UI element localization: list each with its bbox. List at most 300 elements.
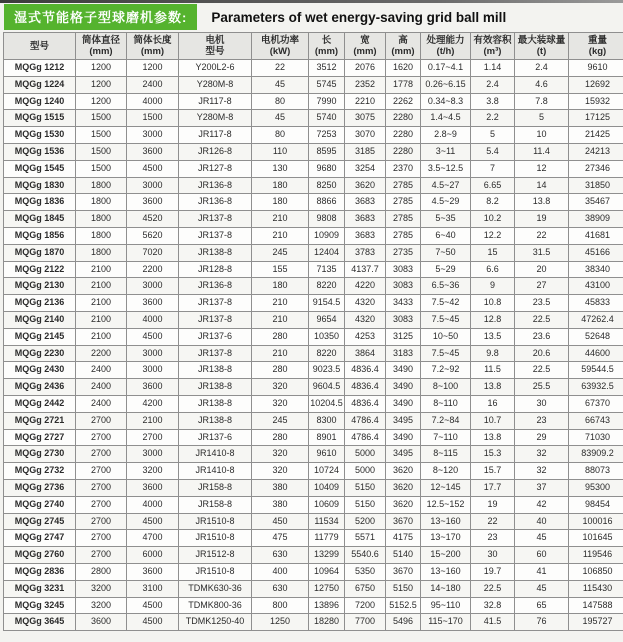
table-row: [4, 295, 623, 312]
table-cell: 5~29: [421, 261, 471, 278]
table-cell: 280: [252, 328, 309, 345]
table-cell: 83909.2: [569, 446, 623, 463]
table-row: [4, 60, 623, 77]
table-cell: 8250: [309, 177, 345, 194]
table-cell: Y280M-8: [179, 76, 252, 93]
table-cell: 115430: [569, 580, 623, 597]
table-cell: 2.4: [515, 60, 569, 77]
table-cell: 29: [515, 429, 569, 446]
table-cell: 3000: [127, 278, 179, 295]
table-cell: 7: [471, 160, 515, 177]
table-cell: 147588: [569, 597, 623, 614]
table-cell: 2100: [76, 261, 127, 278]
table-cell: 630: [252, 547, 309, 564]
table-cell: 3600: [76, 614, 127, 631]
table-row: [4, 311, 623, 328]
table-cell: 9654: [309, 311, 345, 328]
table-cell: 47262.4: [569, 311, 623, 328]
table-cell: 12.5~152: [421, 496, 471, 513]
table-cell: 4500: [127, 614, 179, 631]
table-cell: 9154.5: [309, 295, 345, 312]
table-cell: 3433: [386, 295, 421, 312]
table-cell: 1620: [386, 60, 421, 77]
table-cell: 19: [515, 211, 569, 228]
table-cell: 450: [252, 513, 309, 530]
table-cell: 245: [252, 412, 309, 429]
model-cell: MQGg 2122: [4, 261, 76, 278]
table-cell: 2700: [76, 463, 127, 480]
table-row: [4, 530, 623, 547]
table-cell: 14: [515, 177, 569, 194]
table-cell: 5: [515, 110, 569, 127]
table-cell: 3683: [345, 211, 386, 228]
table-header: [4, 33, 623, 60]
table-cell: 65: [515, 597, 569, 614]
table-row: [4, 244, 623, 261]
table-cell: 5620: [127, 227, 179, 244]
model-cell: MQGg 2736: [4, 479, 76, 496]
column-header-5: 长 (mm): [309, 33, 345, 60]
table-cell: 3783: [345, 244, 386, 261]
table-cell: 280: [252, 362, 309, 379]
table-cell: 2100: [76, 328, 127, 345]
table-cell: 10.8: [471, 295, 515, 312]
table-cell: 45833: [569, 295, 623, 312]
table-cell: 8901: [309, 429, 345, 446]
table-cell: 100016: [569, 513, 623, 530]
table-cell: 3495: [386, 446, 421, 463]
table-cell: JR158-8: [179, 479, 252, 496]
title-bar: [0, 0, 623, 31]
table-cell: 15.7: [471, 463, 515, 480]
table-cell: 3620: [386, 496, 421, 513]
table-row: [4, 412, 623, 429]
table-row: [4, 362, 623, 379]
table-cell: 3000: [127, 177, 179, 194]
model-cell: MQGg 1845: [4, 211, 76, 228]
table-row: [4, 110, 623, 127]
table-cell: JR137-6: [179, 429, 252, 446]
table-cell: 45: [252, 76, 309, 93]
table-cell: 63932.5: [569, 379, 623, 396]
table-cell: 32.8: [471, 597, 515, 614]
table-cell: 10409: [309, 479, 345, 496]
table-cell: 2400: [127, 76, 179, 93]
table-cell: 1500: [127, 110, 179, 127]
table-cell: 245: [252, 244, 309, 261]
table-cell: 130: [252, 160, 309, 177]
table-cell: 10.7: [471, 412, 515, 429]
table-cell: 3200: [76, 580, 127, 597]
column-header-7: 高 (mm): [386, 33, 421, 60]
table-row: [4, 76, 623, 93]
table-cell: 3200: [76, 597, 127, 614]
table-cell: 2700: [76, 479, 127, 496]
column-header-9: 有效容积 (m³): [471, 33, 515, 60]
table-cell: 2400: [76, 362, 127, 379]
table-cell: 6750: [345, 580, 386, 597]
table-cell: 1800: [76, 227, 127, 244]
model-cell: MQGg 2747: [4, 530, 76, 547]
table-cell: 3600: [127, 295, 179, 312]
table-cell: 3670: [386, 563, 421, 580]
table-cell: 6.65: [471, 177, 515, 194]
table-cell: JR138-8: [179, 244, 252, 261]
table-cell: 5~35: [421, 211, 471, 228]
table-cell: 380: [252, 479, 309, 496]
table-cell: 4220: [345, 278, 386, 295]
table-cell: 5000: [345, 463, 386, 480]
table-cell: 44600: [569, 345, 623, 362]
table-cell: 0.17~4.1: [421, 60, 471, 77]
table-cell: 3620: [345, 177, 386, 194]
table-cell: 4786.4: [345, 429, 386, 446]
table-cell: JR136-8: [179, 194, 252, 211]
table-cell: 400: [252, 563, 309, 580]
table-cell: 1200: [76, 93, 127, 110]
table-cell: JR117-8: [179, 127, 252, 144]
model-cell: MQGg 1240: [4, 93, 76, 110]
model-cell: MQGg 1830: [4, 177, 76, 194]
table-cell: 2262: [386, 93, 421, 110]
table-cell: 42: [515, 496, 569, 513]
table-cell: 10~50: [421, 328, 471, 345]
table-cell: 12~145: [421, 479, 471, 496]
table-cell: 5140: [386, 547, 421, 564]
table-cell: JR137-8: [179, 211, 252, 228]
model-cell: MQGg 2760: [4, 547, 76, 564]
header-row: [4, 33, 623, 60]
table-cell: 2785: [386, 194, 421, 211]
table-cell: 6000: [127, 547, 179, 564]
table-cell: 21425: [569, 127, 623, 144]
table-cell: 2.8~9: [421, 127, 471, 144]
table-row: [4, 563, 623, 580]
table-cell: 2076: [345, 60, 386, 77]
table-cell: 9808: [309, 211, 345, 228]
table-cell: 11.4: [515, 143, 569, 160]
table-cell: 24213: [569, 143, 623, 160]
table-cell: 155: [252, 261, 309, 278]
table-cell: 11779: [309, 530, 345, 547]
table-cell: 180: [252, 177, 309, 194]
table-cell: 27346: [569, 160, 623, 177]
model-cell: MQGg 2130: [4, 278, 76, 295]
table-cell: 3100: [127, 580, 179, 597]
table-cell: 2100: [76, 311, 127, 328]
table-cell: 5740: [309, 110, 345, 127]
table-cell: 10909: [309, 227, 345, 244]
table-cell: 3490: [386, 395, 421, 412]
model-cell: MQGg 2721: [4, 412, 76, 429]
table-cell: 2.4: [471, 76, 515, 93]
table-cell: 12692: [569, 76, 623, 93]
table-cell: 5152.5: [386, 597, 421, 614]
model-cell: MQGg 2442: [4, 395, 76, 412]
table-cell: 9.8: [471, 345, 515, 362]
chinese-title-badge: 湿式节能格子型球磨机参数:: [4, 4, 197, 30]
table-cell: 1200: [127, 60, 179, 77]
table-cell: 19: [471, 496, 515, 513]
table-cell: 98454: [569, 496, 623, 513]
table-row: [4, 513, 623, 530]
column-header-8: 处理能力 (t/h): [421, 33, 471, 60]
column-header-1: 筒体直径 (mm): [76, 33, 127, 60]
table-cell: 4000: [127, 93, 179, 110]
table-cell: 25.5: [515, 379, 569, 396]
table-cell: 45: [252, 110, 309, 127]
table-cell: 7.5~45: [421, 345, 471, 362]
table-cell: 1800: [76, 211, 127, 228]
table-cell: 4836.4: [345, 362, 386, 379]
table-cell: 195727: [569, 614, 623, 631]
table-cell: JR138-8: [179, 362, 252, 379]
table-cell: 4000: [127, 311, 179, 328]
table-cell: 3620: [386, 479, 421, 496]
table-cell: 13.5: [471, 328, 515, 345]
table-cell: 5745: [309, 76, 345, 93]
table-cell: 7.2~92: [421, 362, 471, 379]
table-cell: 4500: [127, 597, 179, 614]
table-cell: 4.5~29: [421, 194, 471, 211]
table-cell: 80: [252, 93, 309, 110]
table-row: [4, 429, 623, 446]
table-cell: 1800: [76, 194, 127, 211]
model-cell: MQGg 2745: [4, 513, 76, 530]
table-cell: 8~120: [421, 463, 471, 480]
table-row: [4, 177, 623, 194]
table-cell: 45166: [569, 244, 623, 261]
table-cell: 45: [515, 530, 569, 547]
table-cell: 3490: [386, 379, 421, 396]
table-cell: JR1410-8: [179, 463, 252, 480]
table-cell: 3.8: [471, 93, 515, 110]
table-row: [4, 614, 623, 631]
table-cell: 41681: [569, 227, 623, 244]
table-cell: 38909: [569, 211, 623, 228]
table-cell: 7020: [127, 244, 179, 261]
column-header-2: 筒体长度 (mm): [127, 33, 179, 60]
table-cell: 9604.5: [309, 379, 345, 396]
table-cell: 13.8: [515, 194, 569, 211]
scan-edge-strip: [0, 0, 623, 3]
table-cell: 23.6: [515, 328, 569, 345]
table-cell: 8~100: [421, 379, 471, 396]
table-cell: JR138-8: [179, 379, 252, 396]
table-cell: 320: [252, 463, 309, 480]
table-cell: 5150: [345, 496, 386, 513]
table-cell: 95~110: [421, 597, 471, 614]
table-cell: 3083: [386, 261, 421, 278]
parameters-table: [3, 32, 623, 631]
model-cell: MQGg 3245: [4, 597, 76, 614]
table-cell: 10204.5: [309, 395, 345, 412]
table-cell: 210: [252, 295, 309, 312]
table-cell: 12: [515, 160, 569, 177]
table-cell: JR136-8: [179, 177, 252, 194]
table-row: [4, 597, 623, 614]
table-cell: JR117-8: [179, 93, 252, 110]
table-cell: 7~50: [421, 244, 471, 261]
model-cell: MQGg 2140: [4, 311, 76, 328]
table-cell: 2.2: [471, 110, 515, 127]
model-cell: MQGg 1515: [4, 110, 76, 127]
table-cell: 8300: [309, 412, 345, 429]
table-cell: 22.5: [515, 311, 569, 328]
table-cell: 4786.4: [345, 412, 386, 429]
model-cell: MQGg 2436: [4, 379, 76, 396]
model-cell: MQGg 3645: [4, 614, 76, 631]
column-header-10: 最大装球量 (t): [515, 33, 569, 60]
model-cell: MQGg 1212: [4, 60, 76, 77]
table-cell: 5.4: [471, 143, 515, 160]
table-cell: 7.2~84: [421, 412, 471, 429]
table-cell: Y280M-8: [179, 110, 252, 127]
table-cell: 2700: [76, 496, 127, 513]
table-cell: JR1510-8: [179, 513, 252, 530]
table-cell: 67370: [569, 395, 623, 412]
table-cell: 22: [471, 513, 515, 530]
table-cell: JR128-8: [179, 261, 252, 278]
model-cell: MQGg 1224: [4, 76, 76, 93]
table-cell: 10: [515, 127, 569, 144]
table-cell: 3000: [127, 362, 179, 379]
table-cell: 88073: [569, 463, 623, 480]
model-cell: MQGg 2732: [4, 463, 76, 480]
table-cell: 3075: [345, 110, 386, 127]
table-cell: 119546: [569, 547, 623, 564]
table-cell: 9: [471, 278, 515, 295]
table-cell: 800: [252, 597, 309, 614]
table-cell: 8220: [309, 278, 345, 295]
table-row: [4, 446, 623, 463]
table-cell: 16: [471, 395, 515, 412]
table-cell: JR127-8: [179, 160, 252, 177]
table-cell: 1800: [76, 244, 127, 261]
table-row: [4, 479, 623, 496]
table-row: [4, 211, 623, 228]
table-cell: 9680: [309, 160, 345, 177]
table-cell: 3600: [127, 479, 179, 496]
table-cell: 320: [252, 379, 309, 396]
table-row: [4, 194, 623, 211]
table-cell: 2100: [127, 412, 179, 429]
table-cell: 3490: [386, 429, 421, 446]
table-cell: 38340: [569, 261, 623, 278]
table-cell: 1778: [386, 76, 421, 93]
table-cell: 12750: [309, 580, 345, 597]
table-cell: 76: [515, 614, 569, 631]
table-cell: 13896: [309, 597, 345, 614]
table-cell: 180: [252, 194, 309, 211]
column-header-0: 型号: [4, 33, 76, 60]
table-cell: 17.7: [471, 479, 515, 496]
table-cell: 15~200: [421, 547, 471, 564]
table-cell: 2200: [76, 345, 127, 362]
table-cell: 630: [252, 580, 309, 597]
table-cell: 22.5: [515, 362, 569, 379]
table-cell: 1500: [76, 143, 127, 160]
table-row: [4, 496, 623, 513]
table-cell: 41: [515, 563, 569, 580]
table-cell: 210: [252, 227, 309, 244]
table-cell: 10724: [309, 463, 345, 480]
model-cell: MQGg 2430: [4, 362, 76, 379]
table-cell: 8~110: [421, 395, 471, 412]
table-cell: 18280: [309, 614, 345, 631]
table-cell: 3083: [386, 278, 421, 295]
table-cell: 5150: [386, 580, 421, 597]
table-cell: 4500: [127, 328, 179, 345]
table-cell: 210: [252, 211, 309, 228]
table-cell: 2100: [76, 278, 127, 295]
table-row: [4, 328, 623, 345]
table-cell: 115~170: [421, 614, 471, 631]
table-cell: 4700: [127, 530, 179, 547]
table-cell: 1200: [76, 76, 127, 93]
table-cell: 320: [252, 446, 309, 463]
table-cell: 10350: [309, 328, 345, 345]
table-cell: 13~160: [421, 513, 471, 530]
table-cell: 4200: [127, 395, 179, 412]
table-cell: 20.6: [515, 345, 569, 362]
table-cell: JR137-8: [179, 311, 252, 328]
table-cell: JR126-8: [179, 143, 252, 160]
table-cell: 4836.4: [345, 395, 386, 412]
column-header-11: 重量 (kg): [569, 33, 623, 60]
table-cell: 110: [252, 143, 309, 160]
table-cell: 4000: [127, 496, 179, 513]
table-cell: 41.5: [471, 614, 515, 631]
model-cell: MQGg 2836: [4, 563, 76, 580]
table-cell: 7200: [345, 597, 386, 614]
table-cell: 1500: [76, 127, 127, 144]
table-cell: 10.2: [471, 211, 515, 228]
table-cell: 2700: [127, 429, 179, 446]
table-cell: 210: [252, 311, 309, 328]
table-cell: 80: [252, 127, 309, 144]
table-cell: 8~115: [421, 446, 471, 463]
table-row: [4, 143, 623, 160]
table-cell: 1250: [252, 614, 309, 631]
table-cell: 3000: [127, 345, 179, 362]
table-cell: 15: [471, 244, 515, 261]
table-cell: 2785: [386, 227, 421, 244]
model-cell: MQGg 1870: [4, 244, 76, 261]
table-cell: 31.5: [515, 244, 569, 261]
table-cell: 5350: [345, 563, 386, 580]
column-header-4: 电机功率 (kW): [252, 33, 309, 60]
table-cell: 3600: [127, 194, 179, 211]
table-cell: 4520: [127, 211, 179, 228]
table-cell: 1800: [76, 177, 127, 194]
table-cell: 2352: [345, 76, 386, 93]
table-row: [4, 261, 623, 278]
table-cell: 5150: [345, 479, 386, 496]
table-cell: 32: [515, 463, 569, 480]
table-cell: 3000: [127, 127, 179, 144]
table-cell: 4500: [127, 513, 179, 530]
table-cell: 35467: [569, 194, 623, 211]
table-cell: JR1510-8: [179, 563, 252, 580]
table-cell: 14~180: [421, 580, 471, 597]
table-cell: 1500: [76, 160, 127, 177]
table-cell: 3600: [127, 379, 179, 396]
table-cell: 31850: [569, 177, 623, 194]
model-cell: MQGg 2740: [4, 496, 76, 513]
table-cell: 2280: [386, 127, 421, 144]
table-cell: 13.8: [471, 379, 515, 396]
